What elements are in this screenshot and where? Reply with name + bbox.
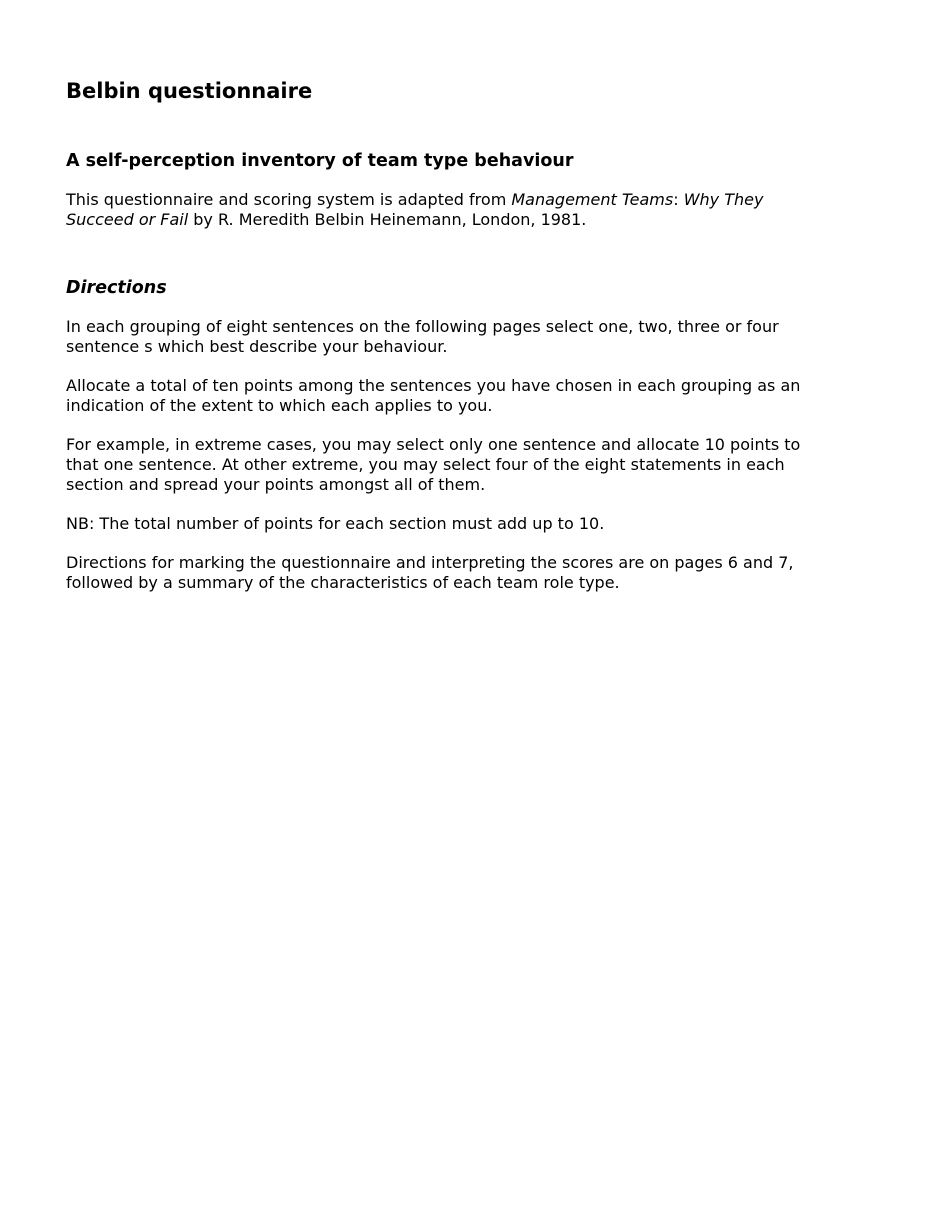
source-book-title-part2-line2: Succeed or Fail — [66, 210, 189, 229]
paragraph-line: Directions for marking the questionnaire and interpreting the scores are on pages 6 and 7, — [66, 553, 794, 572]
paragraph-line: section and spread your points amongst all of them. — [66, 475, 486, 494]
directions-paragraph — [66, 435, 800, 495]
source-citation — [66, 190, 763, 230]
source-colon: : — [673, 190, 679, 209]
directions-paragraph — [66, 317, 779, 357]
source-book-title-part1: Management Teams — [511, 190, 674, 209]
paragraph-line: In each grouping of eight sentences on the following pages select one, two, three or four — [66, 317, 779, 336]
paragraph-line: For example, in extreme cases, you may select only one sentence and allocate 10 points to — [66, 435, 801, 454]
directions-paragraph — [66, 553, 794, 593]
document-subtitle: A self-perception inventory of team type behaviour — [66, 151, 574, 171]
paragraph-line: followed by a summary of the characteristics of each team role type. — [66, 573, 620, 592]
source-citation-line-2 — [66, 210, 763, 230]
paragraph-line: indication of the extent to which each applies to you. — [66, 396, 493, 415]
paragraph-line: NB: The total number of points for each section must add up to 10. — [66, 514, 605, 533]
document-title: Belbin questionnaire — [66, 79, 313, 103]
paragraph-line: that one sentence. At other extreme, you may select four of the eight statements in each — [66, 455, 785, 474]
source-citation-line-1 — [66, 190, 763, 210]
directions-paragraph — [66, 514, 604, 534]
directions-paragraph — [66, 376, 800, 416]
source-rest: by R. Meredith Belbin Heinemann, London, 1981. — [188, 210, 587, 229]
source-intro: This questionnaire and scoring system is adapted from — [66, 190, 512, 209]
paragraph-line: sentence s which best describe your behaviour. — [66, 337, 448, 356]
source-book-title-part2-line1: Why They — [683, 190, 764, 209]
paragraph-line: Allocate a total of ten points among the sentences you have chosen in each grouping as an — [66, 376, 801, 395]
directions-heading: Directions — [66, 278, 167, 298]
